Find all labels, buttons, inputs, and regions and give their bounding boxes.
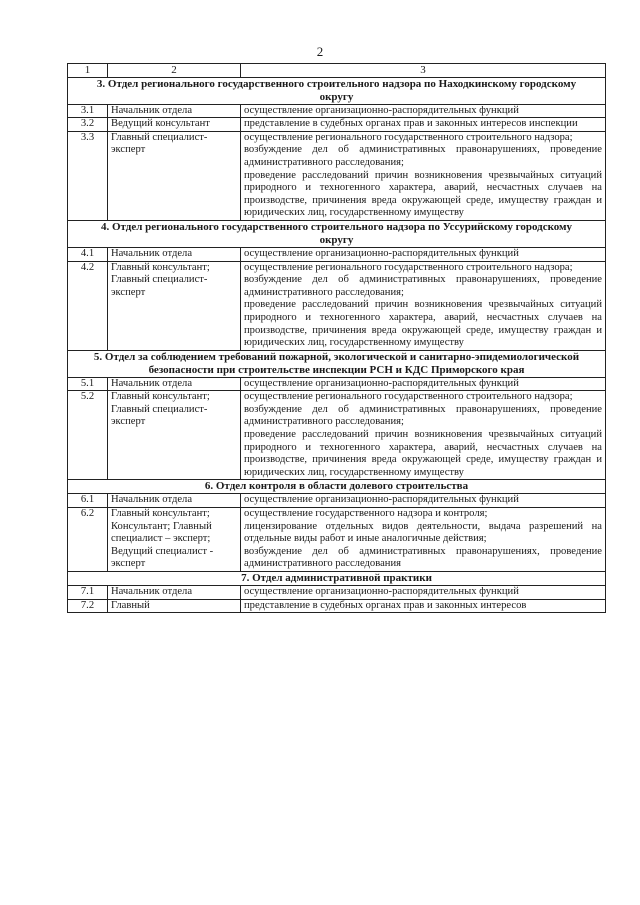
functions-cell xyxy=(241,377,606,391)
function-item: осуществление организационно-распорядительных функций xyxy=(244,104,519,116)
row-number: 7.2 xyxy=(68,599,108,613)
position-title: Главный консультант; Главный специалист-эксперт xyxy=(108,261,241,350)
section-title-text: 3. Отдел регионального государственного строительного надзора по Находкинскому городскому округу xyxy=(96,77,577,103)
section-title-text: 6. Отдел контроля в области долевого строительства xyxy=(204,480,469,493)
functions-cell xyxy=(241,261,606,350)
position-title: Главный xyxy=(108,599,241,613)
position-title: Ведущий консультант xyxy=(108,118,241,132)
row-number: 6.1 xyxy=(68,494,108,508)
section-title xyxy=(68,572,606,586)
functions-cell xyxy=(241,599,606,613)
table-row xyxy=(68,586,606,600)
functions-cell xyxy=(241,391,606,480)
function-item: возбуждение дел об административных правонарушениях, проведение административного расследования; xyxy=(244,403,602,428)
table-row xyxy=(68,508,606,572)
section-header-row xyxy=(68,77,606,104)
section-title xyxy=(68,220,606,247)
table-row xyxy=(68,118,606,132)
position-title: Начальник отдела xyxy=(108,494,241,508)
row-number: 3.2 xyxy=(68,118,108,132)
row-number: 6.2 xyxy=(68,508,108,572)
function-item: осуществление организационно-распорядительных функций xyxy=(244,377,519,389)
functions-cell xyxy=(241,247,606,261)
position-title: Начальник отдела xyxy=(108,377,241,391)
section-title xyxy=(68,77,606,104)
staff-functions-table xyxy=(67,63,606,613)
column-header-number: 1 xyxy=(68,64,108,78)
table-row xyxy=(68,377,606,391)
section-title-text: 7. Отдел административной практики xyxy=(241,572,432,584)
row-number: 3.3 xyxy=(68,131,108,220)
position-title: Главный консультант; Консультант; Главный специалист – эксперт; Ведущий специалист - эксперт xyxy=(108,508,241,572)
position-title: Главный консультант; Главный специалист-эксперт xyxy=(108,391,241,480)
table-body xyxy=(68,64,606,613)
row-number: 5.1 xyxy=(68,377,108,391)
function-item: проведение расследований причин возникновения чрезвычайных ситуаций природного и техногенного характера, аварий, несчастных случаев на производстве, причинения вреда окружающей среде, имуществу граждан и юридических лиц, государственному имуществу xyxy=(244,169,602,219)
function-item: проведение расследований причин возникновения чрезвычайных ситуаций природного и техногенного характера, аварий, несчастных случаев на производстве, причинения вреда окружающей среде, имуществу граждан и юридических лиц, государственному имуществу xyxy=(244,429,602,478)
section-header-row xyxy=(68,350,606,377)
function-item: осуществление организационно-распорядительных функций xyxy=(244,494,519,506)
column-header-functions: 3 xyxy=(241,64,606,78)
row-number: 5.2 xyxy=(68,391,108,480)
function-item: возбуждение дел об административных правонарушениях, проведение административного расследования xyxy=(244,545,602,570)
function-item: осуществление организационно-распорядительных функций xyxy=(244,586,519,597)
column-header-position: 2 xyxy=(108,64,241,78)
table-row xyxy=(68,131,606,220)
function-item: представление в судебных органах прав и законных интересов инспекции xyxy=(244,118,578,130)
table-row xyxy=(68,494,606,508)
section-header-row xyxy=(68,480,606,494)
function-item: возбуждение дел об административных правонарушениях, проведение административного расследования; xyxy=(244,144,602,168)
function-item: проведение расследований причин возникновения чрезвычайных ситуаций природного и техногенного характера, аварий, несчастных случаев на производстве, причинения вреда окружающей среде, имуществу граждан и юридических лиц, государственному имуществу xyxy=(244,299,602,349)
section-title-text: 4. Отдел регионального государственного строительного надзора по Уссурийскому городскому округу xyxy=(100,220,573,246)
functions-cell xyxy=(241,508,606,572)
position-title: Главный специалист-эксперт xyxy=(108,131,241,220)
function-item: осуществление организационно-распорядительных функций xyxy=(244,247,519,259)
row-number: 4.2 xyxy=(68,261,108,350)
section-title-text: 5. Отдел за соблюдением требований пожарной, экологической и санитарно-эпидемиологической безопасности при строительстве инспекции РСН и КДС Приморского края xyxy=(93,350,580,376)
section-title xyxy=(68,350,606,377)
section-title xyxy=(68,480,606,494)
table-row xyxy=(68,104,606,118)
function-item: осуществление государственного надзора и контроля; xyxy=(244,508,488,520)
position-title: Начальник отдела xyxy=(108,586,241,600)
column-header-row xyxy=(68,64,606,78)
functions-cell xyxy=(241,118,606,132)
functions-cell xyxy=(241,131,606,220)
functions-cell xyxy=(241,586,606,600)
page-number: 2 xyxy=(316,44,324,59)
function-item: возбуждение дел об административных правонарушениях, проведение административного расследования; xyxy=(244,274,602,298)
function-item: лицензирование отдельных видов деятельности, выдача разрешений на отдельные виды работ и иные аналогичные действия; xyxy=(244,520,602,545)
function-item: представление в судебных органах прав и законных интересов xyxy=(244,599,527,611)
table-row xyxy=(68,391,606,480)
function-item: осуществление регионального государственного строительного надзора; xyxy=(244,261,573,273)
section-header-row xyxy=(68,572,606,586)
section-header-row xyxy=(68,220,606,247)
table-row xyxy=(68,599,606,613)
table-row xyxy=(68,247,606,261)
functions-cell xyxy=(241,104,606,118)
function-item: осуществление регионального государственного строительного надзора; xyxy=(244,391,573,403)
position-title: Начальник отдела xyxy=(108,104,241,118)
table-row xyxy=(68,261,606,350)
position-title: Начальник отдела xyxy=(108,247,241,261)
row-number: 4.1 xyxy=(68,247,108,261)
functions-cell xyxy=(241,494,606,508)
function-item: осуществление регионального государственного строительного надзора; xyxy=(244,131,573,143)
row-number: 7.1 xyxy=(68,586,108,600)
row-number: 3.1 xyxy=(68,104,108,118)
